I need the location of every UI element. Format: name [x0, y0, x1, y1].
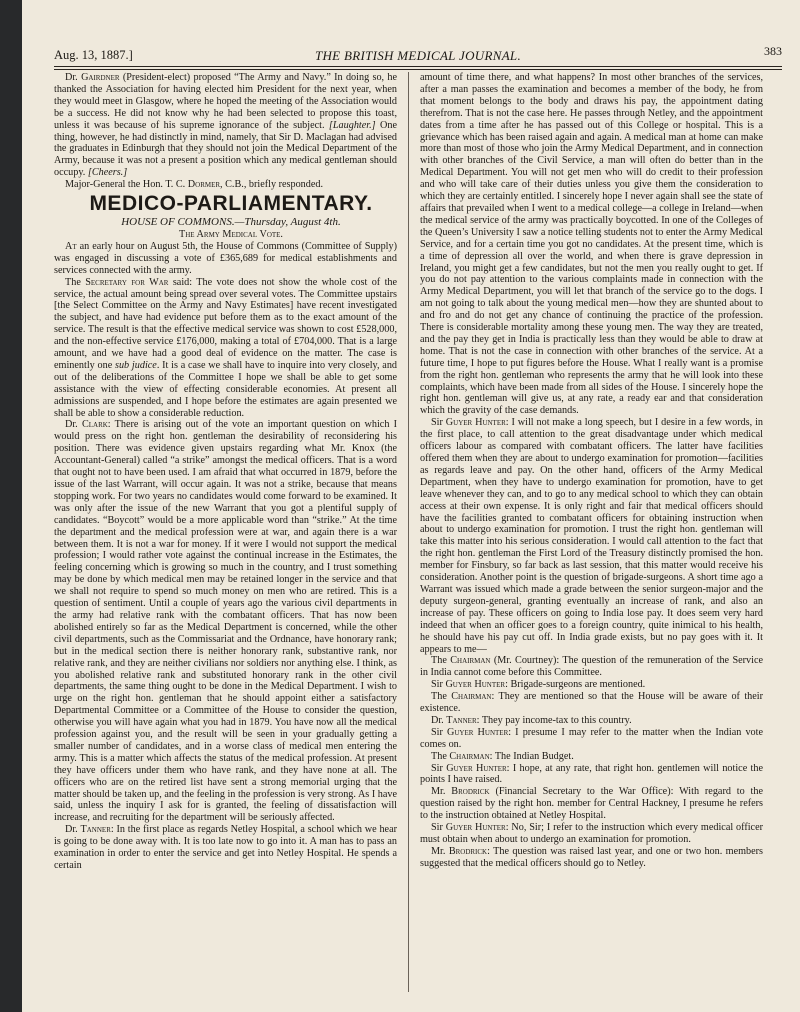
secretary-paragraph: The Secretary for War said: The vote does not show the whole cost of the service, the actual amount being spread over several votes. The Committee upstairs [the Select Committee on the Army and Navy Estimates] have recent investigated the subject, and have had evidence put before them as to the exact amount of the service. The result is that the effective medical service was shown to cost £528,000, and the non-effective service £176,000, making a total of £704,000. That is a large amount, and we have had a good deal of evidence on the matter. The case is eminently one sub judice. It is a case we shall have to inquire into very closely, and out of the deliberations of the Committee I hope we shall be able to get some assistance with the view of effecting considerable economies. At present all admissions are suspended, and I hope before the estimates are again presented we shall be able to show a considerable reduction. — [54, 276, 398, 419]
gairdner-paragraph: Dr. Gairdner (President-elect) proposed “The Army and Navy.” In doing so, he thanked the Association for having elected him President for the next year, when they would meet in Glasgow, where he hoped the meeting of the Association would be a success. He did not know why he had been selected to propose this toast, unless it was because of his supreme ignorance of the subject. [Laughter.] One thing, however, he had distinctly in mind, namely, that Sir D. Maclagan had advised the graduates in Edinburgh that they should not join the Medical Department of the Army, because it was not a present a position which any medical gentleman should occupy. [Cheers.] — [54, 72, 398, 179]
hunter-paragraph-5: Sir Guyer Hunter: No, Sir; I refer to the instruction which every medical officer must obtain when about to undergo an examination for promotion. — [420, 822, 763, 845]
hunter-paragraph-4: Sir Guyer Hunter: I hope, at any rate, that right hon. gentlemen will notice the points I have raised. — [420, 762, 763, 786]
hunter-paragraph: Sir Guyer Hunter: I will not make a long speech, but I desire in a few words, in the first place, to call attention to the great disadvantage under which medical officers labour as compared with combatant officers. The latter have facilities offered them when they are about to undergo examination for promotion—facilities as regards leave and pay. On the other hand, officers of the Army Medical Department, when they have to undergo examination for promotion, have to get leave whenever they can, and to go to any medical school to which they can obtain access at their own expense. It is only right and fair that medical officers should have the facilities granted to combatant officers for obtaining instruction when about to undergo examination for promotion. I trust the right hon. gentleman will take this matter into his serious consideration. I would call attention to the fact that the right hon. gentleman the First Lord of the Treasury distinctly promised the hon. member for Finsbury, so far back as last session, that this matter would receive his consideration. Another point is the question of brigade-surgeons. A short time ago a Warrant was issued which made a grade between the senior surgeon-major and the deputy surgeon-general, granting eventually an increase of rank, and also an increase of pay. These officers on going to India lose pay. It does seem very hard indeed that when an officer goes to a foreign country, quite inimical to his health, he should have his pay cut off. In India grade exists, but no pay goes with it. It appears to me— — [420, 417, 763, 655]
hunter-paragraph-3: Sir Guyer Hunter: I presume I may refer to the matter when the Indian vote comes on. — [420, 726, 763, 750]
header-rule-double — [54, 69, 782, 70]
journal-page — [22, 0, 800, 1012]
tanner-paragraph: Dr. Tanner: In the first place as regards Netley Hospital, a school which we hear is going to be done away with. It is too late now to go into it. A man has to pass an examination in order to enter the service and get into Netley Hospital. He spends a certain — [54, 824, 397, 871]
header-rule — [54, 66, 782, 67]
clark-paragraph: Dr. Clark: There is arising out of the vote an important question on which I would press on the right hon. gentleman the desirability of reconsidering his position. There was evidence given upstairs regarding what Mr. Knox (the Accountant-General) called “a strike” amongst the medical officers. That is a word that ought not to have been used. I am afraid that what occurred in 1879, before the issue of the last Warrant, will occur again. It was not a strike, because that means stopping work. For two years no candidates would come forward to be examined. It was only after the issue of the new Warrant that you got a plentiful supply of candidates. “Boycott” would be a more applicable word than “strike.” At the time the department and the medical profession were at war, and again there is a war between them. It is not a war for money. If it were I would not support the medical profession; I would rather vote against the continual increase in the Estimates, the feeling concerning which is growing so much in the country, and I trust something may be done by which medical men may be retained longer in the service and that we shall not require to spend so much money on men who are retired. This is a question of sentiment. Until a couple of years ago the various civil departments in the army had relative rank with the combatant officers. That has now been abolished entirely so far as the Medical Department is concerned, while the other civil departments, such as the Commissariat and the Ordnance, have honorary rank; but in the medical section there is neither honorary rank, substantive rank, nor relative rank, and they are neither civilians nor soldiers nor anything else. I think, as you abolished relative rank and substituted honorary rank in the other civil departments, the same thing ought to be done in the Medical Department. I wish to urge on the right hon. gentleman that he should appoint either a satisfactory Departmental Committee or a Committee of the House to consider the question, otherwise you will have again what you had in 1879. You have now all the medical profession against you, and the result will be seen in your gradually getting a smaller number of candidates, and in a worse class of medical men entering the army. This is a matter which affects the status of the medical profession. At present they have officers under them who have rank, and they have none at all. The officers who are on the retired list have sent a strong memorial urging that the matter should be taken up, and the feeling in the profession is very strong. As I have said, unless the inquiry I ask for is granted, the feeling of dissatisfaction will increase, and recruiting for the department will be seriously affected. — [54, 419, 398, 824]
vote-heading: The Army Medical Vote. — [179, 228, 283, 240]
running-header — [54, 44, 782, 68]
tanner-paragraph-2: Dr. Tanner: They pay income-tax to this country. — [431, 714, 632, 726]
brodrick-paragraph-2: Mr. Brodrick: The question was raised last year, and one or two hon. members suggested that the medical officers should go to Netley. — [420, 845, 763, 869]
session-subheading: HOUSE OF COMMONS.—Thursday, August 4th. — [121, 216, 341, 229]
chairman-paragraph-3: The Chairman: The Indian Budget. — [431, 750, 574, 762]
header-title: THE BRITISH MEDICAL JOURNAL. — [314, 48, 522, 63]
page-number: 383 — [764, 44, 782, 58]
intro-paragraph: At an early hour on August 5th, the House of Commons (Committee of Supply) was engaged in discussing a vote of £365,689 for medical establishments and services connected with the army. — [54, 240, 397, 276]
right-column — [420, 72, 763, 870]
chairman-paragraph-1: The Chairman (Mr. Courtney): The question of the remuneration of the Service in India cannot come before this Committee. — [420, 655, 763, 679]
tanner-continued-paragraph: amount of time there, and what happens? In most other branches of the services, after a man passes the examination and becomes a member of the body, he from that moment belongs to the body and draws his pay, the appointment dating therefrom. That is not the case here. He passes through Netley, and the appointment dates from a time after he has passed out of this College or hospital. This is a grievance which has been raised again and again. A medical man at home can make more than most of those who join the Army Medical Department, and in connection with other branches of the Civil Service, a man will often do better than in the Medical Department. You will not get men who will do credit to their profession and who will take care of their duties unless you give them the consideration to which they are certainly entitled. I sincerely hope I never again shall see the state of affairs that prevailed when I went to a medical college—a college in Ireland—when the medical service of the army was practically boycotted. In one of the Colleges of the Queen’s University I saw a notice telling students not to enter the Army Medical Service, and for a certain time you got no candidates. At the present time, which is a time of depression all over the world, and when there is grave depression in Ireland, you might get a few candidates, but not the men you really ought to get. If you do not pay attention to the various complaints made in connection with the Army Medical Department, you will let that branch of the service go to the dogs. I am not going to talk about the young medical men—how they are shunted about to and fro and do not get any chance of continuing the practice of the profession. There is considerable mortality among these young men. The way they are treated, and the pay they get in India is practically less than they would be able to draw at home. That is not the case in connection with other branches of the service. At a future time, I hope to put figures before the House. What I really want is a promise from the right hon. gentleman who represents the army that he will look into these complaints, which have been made from all sides of the House. I sincerely hope the right hon. gentleman will give us, at any rate, a ready ear and that consideration which the gravity of the case demands. — [420, 72, 763, 417]
dormer-paragraph: Major-General the Hon. T. C. Dormer, C.B., briefly responded. — [65, 179, 324, 191]
column-divider — [408, 72, 409, 992]
brodrick-paragraph-1: Mr. Brodrick (Financial Secretary to the War Office): With regard to the question raised by the right hon. member for Central Hackney, I presume he refers to the instruction obtained at Netley Hospital. — [420, 786, 763, 822]
chairman-paragraph-2: The Chairman: They are mentioned so that the House will be aware of their existence. — [420, 691, 763, 715]
hunter-paragraph-2: Sir Guyer Hunter: Brigade-surgeons are mentioned. — [431, 679, 646, 691]
header-date: Aug. 13, 1887.] — [54, 48, 133, 62]
left-column — [54, 72, 397, 872]
section-banner: MEDICO-PARLIAMENTARY. — [89, 192, 373, 216]
